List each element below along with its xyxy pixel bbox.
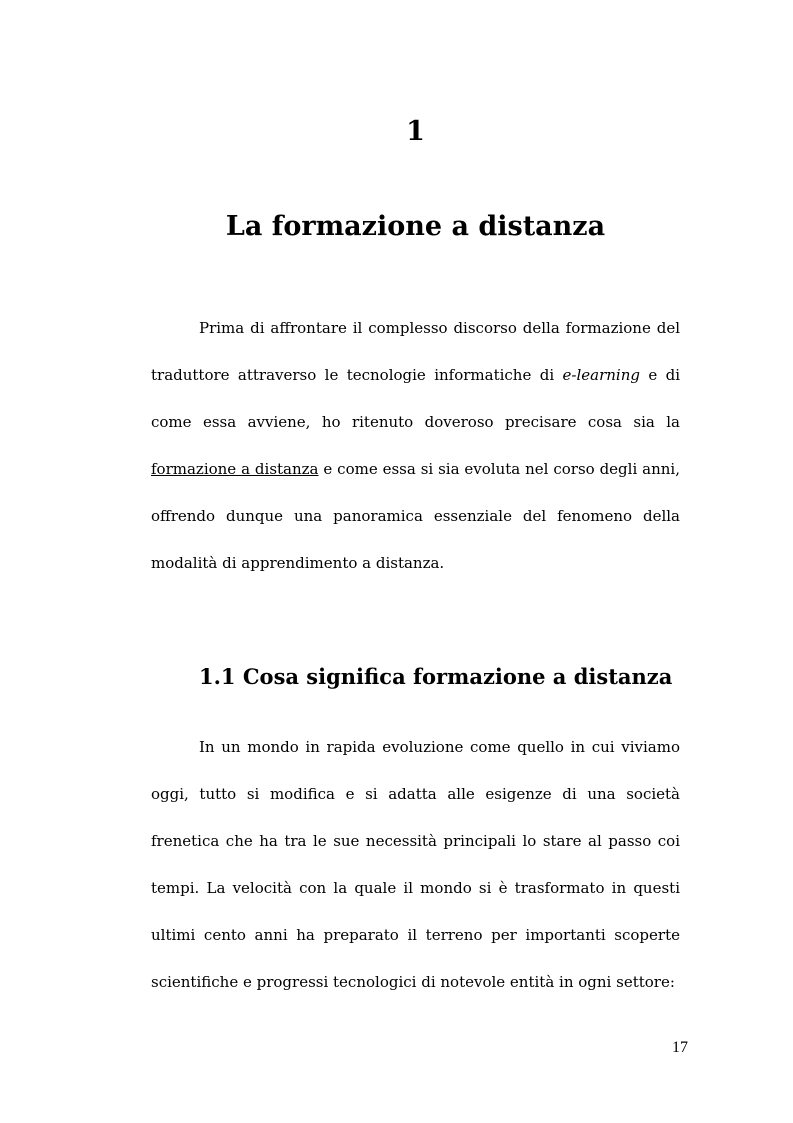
intro-underlined-term: formazione a distanza bbox=[151, 460, 319, 478]
section-title: 1.1 Cosa significa formazione a distanza bbox=[199, 664, 673, 689]
intro-text-part-3: e come essa si sia evoluta nel corso degli anni, offrendo dunque una panoramica essenziale del fenomeno della modalità di apprendimento a distanza. bbox=[151, 460, 680, 572]
intro-text-part-1: Prima di affrontare il complesso discorso della formazione del traduttore attraverso le tecnologie informatiche di bbox=[151, 319, 680, 384]
section-paragraph: In un mondo in rapida evoluzione come quello in cui viviamo oggi, tutto si modifica e si adatta alle esigenze di una società frenetica che ha tra le sue necessità principali lo stare al passo coi tempi. La velocità con la quale il mondo si è trasformato in questi ultimi cento anni ha preparato il terreno per importanti scoperte scientifiche e progressi tecnologici di notevole entità in ogni settore: bbox=[151, 738, 680, 991]
intro-paragraph bbox=[151, 305, 680, 587]
chapter-number: 1 bbox=[406, 116, 425, 147]
intro-italic-term: e-learning bbox=[562, 366, 640, 384]
intro-text-part-2: e di come essa avviene, ho ritenuto doveroso precisare cosa sia la bbox=[151, 366, 681, 431]
page-number: 17 bbox=[672, 1039, 688, 1056]
chapter-title: La formazione a distanza bbox=[225, 211, 606, 242]
